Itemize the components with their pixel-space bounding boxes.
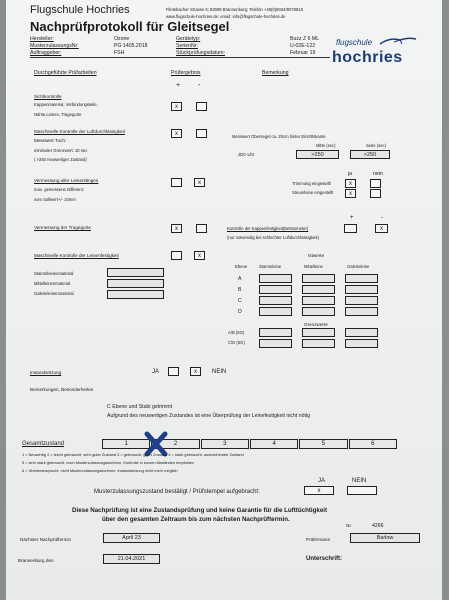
scale-3[interactable]: 3 bbox=[201, 439, 249, 449]
grenz-cd-stamm[interactable] bbox=[259, 339, 292, 348]
scale-5[interactable]: 5 bbox=[299, 439, 347, 449]
leinen-title: Vermessung aller Leinenlängen bbox=[34, 178, 99, 183]
grenz-ab-galerie[interactable] bbox=[345, 328, 378, 337]
nr-value: 4266 bbox=[372, 523, 384, 529]
leinen-plus-checkbox[interactable] bbox=[171, 178, 182, 187]
kontr-minus: - bbox=[381, 215, 383, 221]
row-a-label: A bbox=[238, 276, 242, 282]
protocol-sheet bbox=[6, 0, 442, 600]
luft-minus-checkbox[interactable] bbox=[196, 129, 207, 138]
grenz-cd-mittel[interactable] bbox=[302, 339, 335, 348]
ist-c-stamm[interactable] bbox=[259, 296, 292, 305]
leinen-l2: vom Sollwert+/- 10mm bbox=[34, 197, 76, 202]
school-name: Flugschule Hochries bbox=[30, 4, 130, 16]
muster-value: PG 1405.2018 bbox=[114, 43, 148, 49]
ist-d-mittel[interactable] bbox=[302, 307, 335, 316]
luft-seite-field[interactable]: >250 bbox=[350, 150, 390, 159]
gesamt-legend3: 6 = Überbeansprucht, nicht Musterzulassungskonform, Instandsetzung nicht mehr möglich bbox=[22, 468, 178, 473]
ist-b-mittel[interactable] bbox=[302, 285, 335, 294]
luft-min: minimaler Grenzwert: 10 sec bbox=[34, 148, 88, 153]
ist-c-galerie[interactable] bbox=[345, 296, 378, 305]
serien-value: U-02E-122 bbox=[290, 43, 316, 49]
instand-nein-checkbox[interactable]: x bbox=[190, 367, 201, 376]
luft-note: Messwert Obersegel ca. 20cm hinter Eintrittskante bbox=[232, 134, 326, 139]
typ-label: Gerätetyp: bbox=[176, 36, 201, 42]
ist-b-galerie[interactable] bbox=[345, 285, 378, 294]
gesamt-legend2: 5 = sehr stark gebraucht, noch Musterzulassungskonform, Kontrolle in kurzen Abständen empfohlen bbox=[22, 460, 195, 465]
leinfest-minus-checkbox[interactable]: x bbox=[194, 251, 205, 260]
hersteller-label: Hersteller: bbox=[30, 36, 54, 42]
address-line: Flintsbacher Strasse 6; 83098 Brannenburg; Telefon +49(0)8034/8079818 bbox=[166, 7, 303, 12]
galerie-material-field[interactable] bbox=[107, 290, 164, 299]
row-c-label: C bbox=[238, 298, 242, 304]
typ-value: Buzz Z 6 ML bbox=[290, 36, 320, 42]
trage-minus-checkbox[interactable] bbox=[196, 224, 207, 233]
leinen-l1: max. gemessene Differenz bbox=[34, 187, 84, 192]
luft-min2: ( >250 neuwertiger Zustand) bbox=[34, 157, 87, 162]
auftrag-label: Auftraggeber: bbox=[30, 50, 62, 56]
hinweis-line2: über den gesamten Zeitraum bis zum nächsten Nachprüftermin. bbox=[102, 516, 290, 523]
sicht-line1: Kappenmaterial, Verbindungsteile, bbox=[34, 102, 98, 107]
signature-label: Unterschrift: bbox=[306, 556, 343, 562]
grenz-cd-galerie[interactable] bbox=[345, 339, 378, 348]
leinfest-title: Maschinelle Kontrolle der Leinenfestigkeit bbox=[34, 253, 119, 258]
trimm-nein-checkbox[interactable] bbox=[370, 179, 381, 188]
mittel-material-label: Mittelleinenmaterial bbox=[34, 281, 71, 286]
leinen-ja: ja bbox=[348, 171, 353, 177]
ist-a-mittel[interactable] bbox=[302, 274, 335, 283]
meta-divider bbox=[30, 57, 330, 58]
grenz-cd-label: C/D (6G) bbox=[228, 340, 245, 345]
grenz-ab-mittel[interactable] bbox=[302, 328, 335, 337]
bemerk-line1: C Ebene und Stabi getrimmt bbox=[107, 404, 173, 410]
leinfest-plus-checkbox[interactable] bbox=[171, 251, 182, 260]
stamm-material-field[interactable] bbox=[107, 268, 164, 277]
instand-ja-checkbox[interactable] bbox=[168, 367, 179, 376]
trimm-label: Trimmung eingestellt bbox=[292, 181, 331, 186]
mittel-material-field[interactable] bbox=[107, 279, 164, 288]
luft-tuch: Messwert Tuch: bbox=[34, 138, 67, 143]
steuer-nein-checkbox[interactable] bbox=[370, 189, 381, 198]
muster-nein-label: NEIN bbox=[352, 478, 367, 484]
leinen-minus-checkbox[interactable]: x bbox=[194, 178, 205, 187]
next-date-label: Nächster Nachprüftermin bbox=[20, 537, 72, 542]
ist-b-stamm[interactable] bbox=[259, 285, 292, 294]
muster-label: MusterzulassungsNr: bbox=[30, 43, 79, 49]
col-mittelleine: Mittelleine bbox=[304, 264, 323, 269]
istwerte-label: Istwerte bbox=[308, 253, 325, 258]
kontr-label: Kontrolle der Kappenfestigkeit(Bettsometer) bbox=[227, 226, 309, 231]
muster-ja-checkbox[interactable]: x bbox=[304, 486, 334, 495]
muster-ok-label: Musterzulassungszustand bestätigt / Prüfstempel aufgebracht: bbox=[94, 489, 260, 495]
col-items: Durchgeführte Prüfarbeiten bbox=[34, 70, 97, 76]
hersteller-value: Ozone bbox=[114, 36, 130, 42]
luft-seite-label: Seite (sec) bbox=[366, 143, 387, 148]
steuer-ja-checkbox[interactable]: x bbox=[345, 189, 356, 198]
scale-6[interactable]: 6 bbox=[349, 439, 397, 449]
instand-label: Instandsetzung bbox=[30, 370, 62, 375]
row-b-label: B bbox=[238, 287, 242, 293]
jdc-label: JDC-Uhr bbox=[238, 152, 255, 157]
muster-ja-label: JA bbox=[318, 478, 326, 484]
col-galerieleine: Galerieleine bbox=[347, 264, 370, 269]
steuer-label: Steuerleine eingestellt bbox=[292, 190, 334, 195]
luft-plus-checkbox[interactable]: x bbox=[171, 129, 182, 138]
col-result: Prüfergebnis bbox=[171, 70, 201, 76]
ist-a-galerie[interactable] bbox=[345, 274, 378, 283]
bemerk-line2: Aufgrund des neuwertigen Zustandes ist eine Überprüfung der Leinefestigkeit nicht nötig bbox=[107, 413, 311, 419]
wing-logo-icon bbox=[378, 36, 418, 46]
ist-d-galerie[interactable] bbox=[345, 307, 378, 316]
scale-1[interactable]: 1 bbox=[102, 439, 150, 449]
col-minus: - bbox=[198, 82, 201, 89]
leinen-nein: nein bbox=[373, 171, 383, 177]
bemerk-label: Bemerkungen, Besonderheiten bbox=[30, 387, 94, 392]
trage-title: Vermessung der Tragegurte bbox=[34, 225, 91, 230]
sicht-title: Sichtkontrolle bbox=[34, 94, 62, 99]
logo-big-text: hochries bbox=[332, 49, 403, 66]
ebene-label: Ebene bbox=[235, 264, 248, 269]
grenz-ab-label: A/B (6G) bbox=[228, 330, 245, 335]
col-plus: + bbox=[176, 82, 181, 89]
kontr-plus: + bbox=[350, 215, 354, 221]
nr-label: Nr. bbox=[346, 523, 352, 528]
sicht-minus-checkbox[interactable] bbox=[196, 102, 207, 111]
datum-value: Februar 19 bbox=[290, 50, 316, 56]
pruefer-field[interactable]: Barlow bbox=[350, 533, 420, 543]
stamm-material-label: Stammleinenmaterial bbox=[34, 271, 74, 276]
kontr-minus-checkbox[interactable]: x bbox=[375, 224, 388, 233]
scale-2[interactable]: 2 bbox=[151, 439, 199, 449]
logo-small-text: flugschule bbox=[336, 38, 373, 47]
luft-mitte-field[interactable]: >250 bbox=[296, 150, 339, 159]
kontr-note: (nur notwendig bei schlechter Luftdurchlässigkeit) bbox=[227, 235, 319, 240]
pruefer-label: Prüfername bbox=[306, 537, 331, 542]
kontr-plus-checkbox[interactable] bbox=[344, 224, 357, 233]
instand-nein-label: NEIN bbox=[212, 369, 227, 375]
scale-4[interactable]: 4 bbox=[250, 439, 298, 449]
row-d-label: D bbox=[238, 309, 242, 315]
gesamt-legend1: 1 = Neuwertig 2 = leicht gebraucht, sehr guter Zustand 3 = gebraucht, guter Zustand 4 = stark gebraucht, ausreichender Zustand bbox=[22, 452, 244, 457]
ist-a-stamm[interactable] bbox=[259, 274, 292, 283]
trimm-ja-checkbox[interactable]: x bbox=[345, 179, 356, 188]
datum-label: Stückprüfungsdatum: bbox=[176, 50, 226, 56]
next-date-field[interactable]: April 23 bbox=[103, 533, 160, 543]
galerie-material-label: Galerieleinenmaterial bbox=[34, 291, 74, 296]
luft-title: Maschinelle Kontrolle der Luftdurchlässigkeit bbox=[34, 129, 125, 134]
gesamt-label: Gesamtzustand bbox=[22, 441, 65, 447]
luft-mitte-label: Mitte (sec) bbox=[316, 143, 336, 148]
grenzwerte-label: Grenzwerte bbox=[304, 322, 328, 327]
sicht-plus-checkbox[interactable]: x bbox=[171, 102, 182, 111]
ort-date-field[interactable]: 21.04.2021 bbox=[103, 554, 160, 564]
page-title: Nachprüfprotokoll für Gleitsegel bbox=[30, 19, 230, 34]
muster-nein-checkbox[interactable] bbox=[347, 486, 377, 495]
col-stammleine: Stammleine bbox=[259, 264, 282, 269]
serien-label: SerienNr: bbox=[176, 43, 198, 49]
ist-d-stamm[interactable] bbox=[259, 307, 292, 316]
ist-c-mittel[interactable] bbox=[302, 296, 335, 305]
grenz-ab-stamm[interactable] bbox=[259, 328, 292, 337]
ort-label: Brannenburg den bbox=[18, 558, 54, 563]
col-remarks: Bemerkung bbox=[262, 70, 289, 76]
trage-plus-checkbox[interactable]: x bbox=[171, 224, 182, 233]
instand-ja-label: JA bbox=[152, 369, 160, 375]
auftrag-value: FSH bbox=[114, 50, 125, 56]
web-line: www.flugschule-hochries.de; email: info@flugschule-hochries.de bbox=[166, 14, 286, 19]
hinweis-line1: Diese Nachprüfung ist eine Zustandsprüfung und keine Garantie für die Lufttüchtigkeit bbox=[72, 507, 328, 514]
sicht-line2: Nähte,Leinen, Tragegurte bbox=[34, 112, 82, 117]
